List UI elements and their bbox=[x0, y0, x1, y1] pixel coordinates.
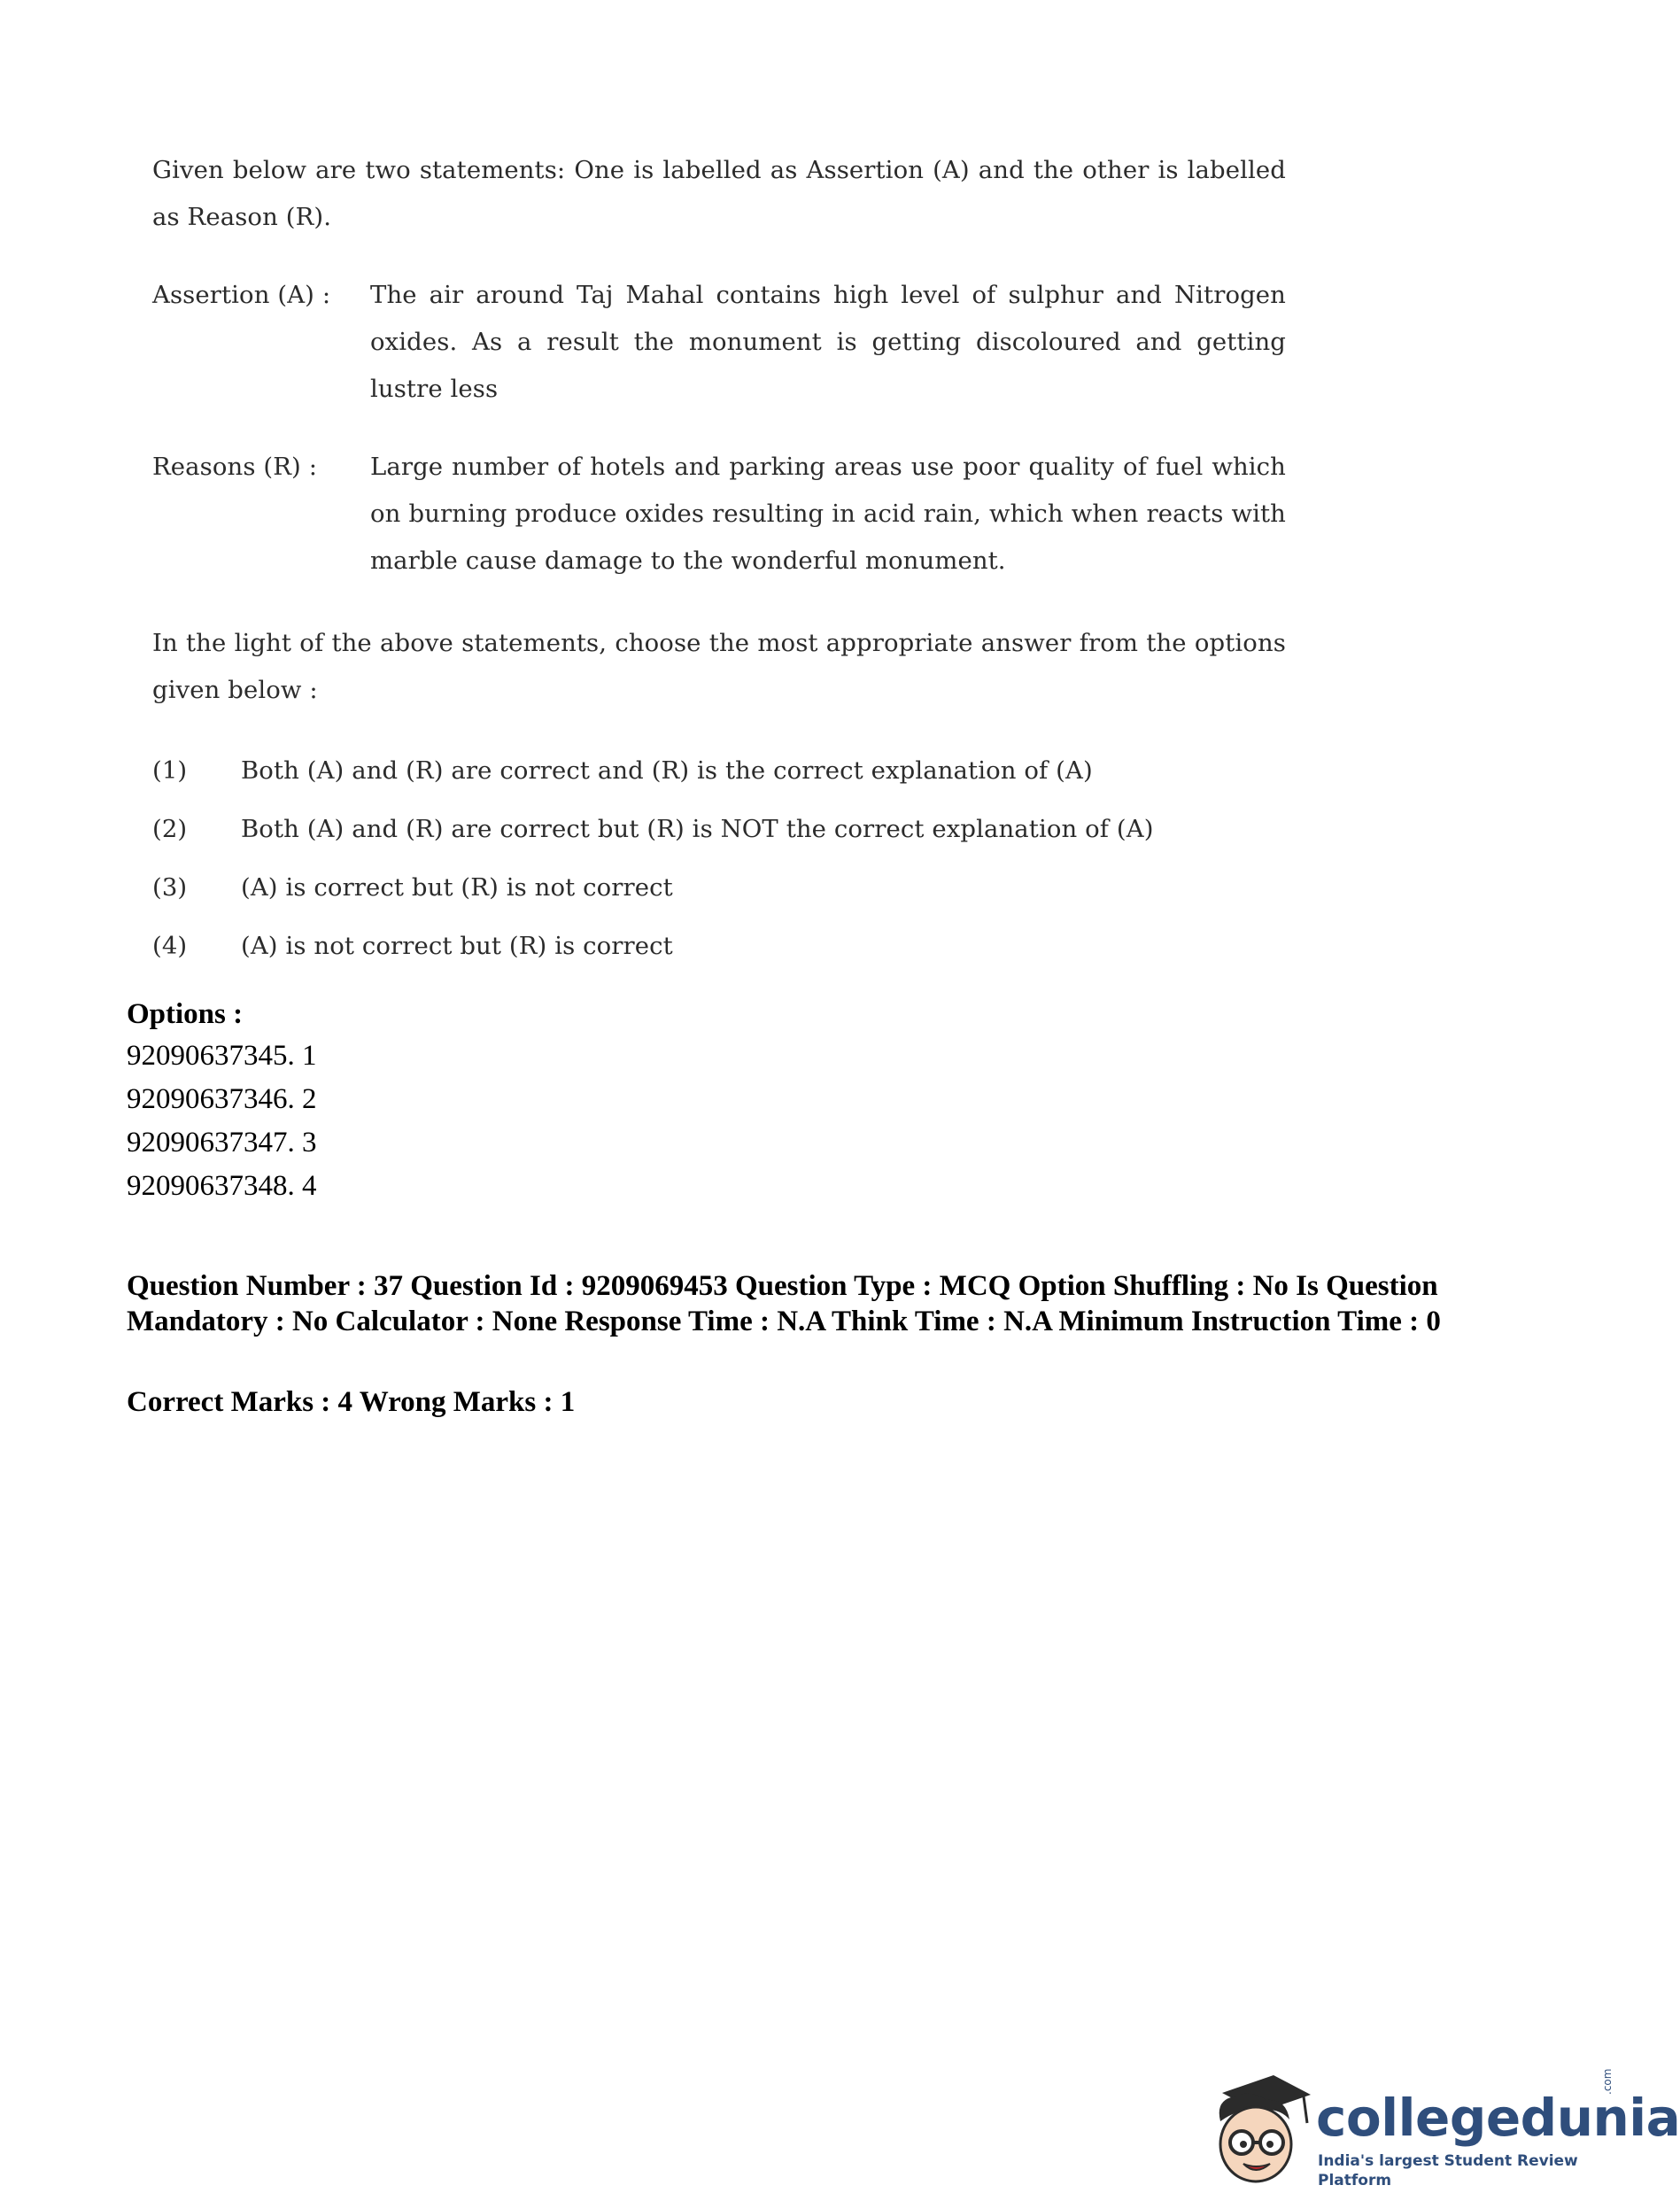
logo-suffix: .com bbox=[1601, 2068, 1614, 2095]
reason-block bbox=[152, 444, 1286, 585]
reason-label: Reasons (R) : bbox=[152, 453, 318, 481]
mascot-icon bbox=[1204, 2068, 1320, 2188]
logo-wordmark: collegedunia bbox=[1316, 2088, 1680, 2148]
option-item: 92090637346. 2 bbox=[127, 1083, 317, 1115]
option-item: 92090637347. 3 bbox=[127, 1127, 317, 1158]
choice-number: (2) bbox=[152, 815, 188, 843]
choice-number: (3) bbox=[152, 873, 188, 902]
assertion-label: Assertion (A) : bbox=[152, 281, 331, 309]
assertion-block bbox=[152, 272, 1286, 413]
assertion-text: The air around Taj Mahal contains high level of sulphur and Nitrogen oxides. As a result the monument is getting discoloured and getting lustre less bbox=[370, 281, 1286, 403]
marks-line: Correct Marks : 4 Wrong Marks : 1 bbox=[127, 1386, 576, 1418]
collegedunia-logo bbox=[1204, 2068, 1680, 2189]
choice-list bbox=[152, 748, 1286, 981]
choice-text: (A) is not correct but (R) is correct bbox=[241, 932, 673, 960]
option-item: 92090637345. 1 bbox=[127, 1040, 317, 1072]
question-metadata: Question Number : 37 Question Id : 9209069453 Question Type : MCQ Option Shuffling : No Is Question Mandatory : No Calculator : None Response Time : N.A Think Time : N.A Minimum Instruction Time : 0 bbox=[127, 1270, 1441, 1337]
option-item: 92090637348. 4 bbox=[127, 1170, 317, 1202]
options-list bbox=[127, 1035, 317, 1208]
logo-tagline: India's largest Student Review Platform bbox=[1318, 2152, 1578, 2189]
choice-number: (4) bbox=[152, 932, 188, 960]
choice-number: (1) bbox=[152, 756, 188, 785]
question-instruction: In the light of the above statements, choose the most appropriate answer from the options given below : bbox=[152, 629, 1286, 704]
choice-text: (A) is correct but (R) is not correct bbox=[241, 873, 673, 902]
choice-item bbox=[152, 748, 1286, 806]
question-intro: Given below are two statements: One is labelled as Assertion (A) and the other is labelled as Reason (R). bbox=[152, 156, 1286, 231]
reason-text: Large number of hotels and parking areas use poor quality of fuel which on burning produce oxides resulting in acid rain, which when reacts with marble cause damage to the wonderful monument. bbox=[370, 453, 1286, 575]
choice-item bbox=[152, 923, 1286, 981]
choice-text: Both (A) and (R) are correct and (R) is the correct explanation of (A) bbox=[241, 756, 1093, 785]
choice-item bbox=[152, 864, 1286, 923]
choice-item bbox=[152, 806, 1286, 864]
question-scan bbox=[152, 147, 1286, 981]
options-heading: Options : bbox=[127, 998, 244, 1030]
choice-text: Both (A) and (R) are correct but (R) is NOT the correct explanation of (A) bbox=[241, 815, 1154, 843]
